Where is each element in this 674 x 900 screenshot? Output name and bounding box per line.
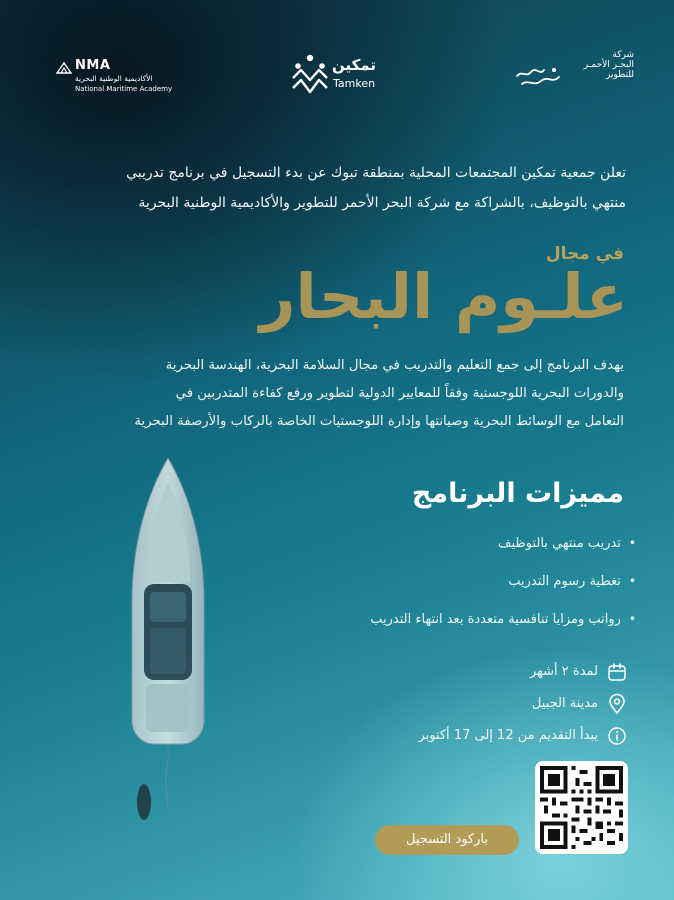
calendar-icon: [606, 661, 628, 683]
red-sea-line2: البحـر الأحمـر: [583, 60, 634, 70]
program-info: [368, 656, 628, 752]
tamken-name-en: Tamken: [333, 77, 376, 90]
red-sea-line1: شركة: [612, 50, 634, 60]
location-row: [368, 688, 628, 720]
intro-line-1: تعلن جمعية تمكين المجتمعات المحلية بمنطقة تبوك عن بدء التسجيل في برنامج تدريبي: [126, 165, 626, 181]
feature-item: [276, 600, 636, 638]
bullet-icon: •: [628, 574, 636, 588]
red-sea-mark-icon: [514, 62, 564, 92]
description-line-2: والدورات البحرية اللوجستية وفقاً للمعايير الدولية لتطوير ورفع كفاءة المتدربين في: [175, 386, 624, 401]
yacht-image: [108, 452, 228, 832]
feature-item: [276, 524, 636, 562]
location-pin-icon: [606, 693, 628, 715]
red-sea-name: [562, 50, 634, 80]
field-title: علـوم البحار: [259, 260, 628, 333]
nma-name-ar: الأكاديمية الوطنية البحرية: [75, 74, 153, 83]
duration-text: لمدة ٢ أشهر: [529, 664, 598, 679]
bullet-icon: •: [628, 536, 636, 550]
feature-text: تدريب منتهي بالتوظيف: [498, 536, 621, 551]
tamken-logo: [290, 52, 400, 102]
description-line-1: يهدف البرنامج إلى جمع التعليم والتدريب في مجال السلامة البحرية، الهندسة البحرية: [165, 358, 624, 373]
registration-qr-code[interactable]: [535, 761, 628, 854]
nma-logo: [56, 58, 206, 98]
qr-code-icon: [540, 766, 623, 849]
nma-name-en: National Maritime Academy: [75, 85, 173, 93]
tamken-mark-icon: [290, 52, 330, 100]
feature-text: رواتب ومزايا تنافسية متعددة بعد انتهاء التدريب: [370, 612, 621, 627]
tamken-name-ar: تمكين: [332, 56, 377, 74]
feature-text: تغطية رسوم التدريب: [508, 574, 621, 589]
info-icon: [606, 725, 628, 747]
feature-item: [276, 562, 636, 600]
intro-paragraph: [46, 158, 626, 218]
registration-qr-button[interactable]: باركود التسجيل: [375, 825, 519, 855]
location-text: مدينة الجبيل: [531, 696, 598, 711]
red-sea-line3: للتطوير: [606, 70, 634, 80]
field-label: في مجال: [545, 244, 624, 264]
features-title: مميزات البرنامج: [411, 478, 624, 509]
program-description: [38, 352, 624, 436]
red-sea-logo: [514, 50, 634, 100]
dates-row: [368, 720, 628, 752]
intro-line-2: منتهي بالتوظيف، بالشراكة مع شركة البحر الأحمر للتطوير والأكاديمية الوطنية البحرية: [138, 195, 626, 211]
nma-abbr: NMA: [75, 58, 111, 73]
description-line-3: التعامل مع الوسائط البحرية وصيانتها وإدارة اللوجستيات الخاصة بالركاب والأرصفة البحرية: [134, 414, 624, 429]
features-list: [276, 524, 636, 638]
bullet-icon: •: [628, 612, 636, 626]
duration-row: [368, 656, 628, 688]
dates-text: يبدأ التقديم من 12 إلى 17 أكتوبر: [418, 728, 598, 743]
nma-mark-icon: [56, 60, 72, 74]
